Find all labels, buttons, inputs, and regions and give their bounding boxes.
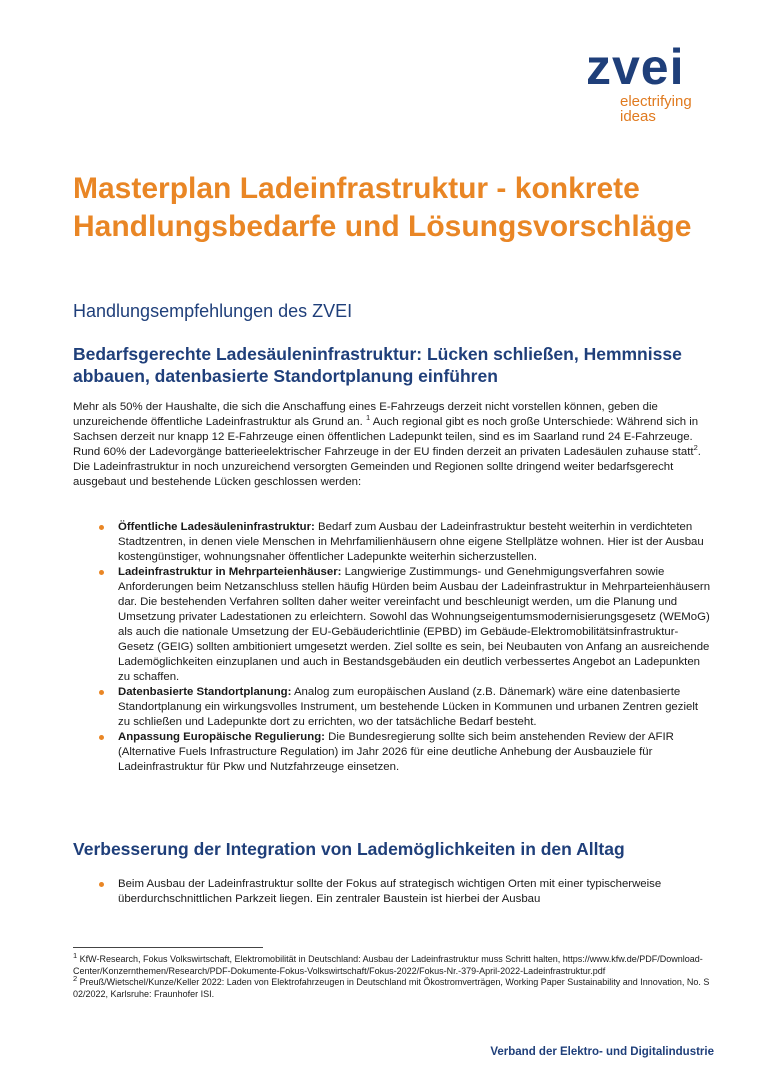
- logo-wordmark: zvei: [586, 39, 685, 95]
- bullet-dot: [99, 690, 104, 695]
- bullet-dot: [99, 525, 104, 530]
- intro-text-1: Mehr als 50% der Haushalte, die sich die Anschaffung eines E-Fahrzeugs derzeit nicht vorstellen können, geben die unzureichende öffentliche Ladeinfrastruktur als Grund an.: [73, 401, 658, 428]
- page-footer: Verband der Elektro- und Digitalindustrie: [490, 1046, 714, 1058]
- footnote-divider: [73, 947, 263, 948]
- intro-text-4: Die Ladeinfrastruktur in noch unzureichend versorgten Gemeinden und Regionen sollte dringend weiter bedarfsgerecht ausgebaut und bestehende Lücken geschlossen werden:: [73, 461, 674, 488]
- list-item: [73, 565, 713, 685]
- section-1-bullet-list: [73, 520, 713, 775]
- bullet-text: Bedarf zum Ausbau der Ladeinfrastruktur besteht weiterhin in verdichteten Stadtzentren, in denen viele Menschen in Mehrfamilienhäusern ohne eigene Stellplätze wohnen. Hier ist der Ausbau kostengünstiger, wohnungsnaher öffentlicher Ladepunkte weiterhin sicherzustellen.: [118, 521, 704, 563]
- list-item: [73, 520, 713, 565]
- section-1-heading: Bedarfsgerechte Ladesäuleninfrastruktur: Lücken schließen, Hemmnisse abbauen, datenbasierte Standortplanung einführen: [73, 344, 682, 386]
- footnote-number: 1: [73, 951, 78, 960]
- bullet-label: Anpassung Europäische Regulierung:: [118, 731, 325, 743]
- bullet-label: Datenbasierte Standortplanung:: [118, 686, 292, 698]
- footnote-ref-1[interactable]: 1: [365, 413, 371, 423]
- section-1-intro: [73, 400, 713, 490]
- footnote-number: 2: [73, 974, 78, 983]
- list-item: [73, 730, 713, 775]
- bullet-dot: [99, 735, 104, 740]
- bullet-text: Langwierige Zustimmungs- und Genehmigungsverfahren sowie Anforderungen beim Netzanschluss stellen häufig Hürden beim Ausbau der Ladeinfrastruktur in Mehrparteienhäusern dar. Die bestehenden Verfahren sollten daher weiter vereinfacht und beschleunigt werden, um die Planung und Umsetzung privater Ladestationen zu erleichtern. Sowohl das Wohnungseigentumsmodernisierungsgesetz (WEMoG) als auch die nationale Umsetzung der EU-Gebäuderichtlinie (EPBD) im Gebäude-Elektromobilitätsinfrastruktur-Gesetz (GEIG) sollten ambitioniert umgesetzt werden. Ziel sollte es sein, bei Neubauten von Anfang an ausreichende Lademöglichkeiten einzuplanen und auch in Bestandsgebäuden ein deutlich verbessertes Angebot an Ladepunkten zu schaffen.: [118, 566, 711, 683]
- bullet-dot: [99, 882, 104, 887]
- list-item: [73, 877, 713, 907]
- section-2-heading: Verbesserung der Integration von Lademöglichkeiten in den Alltag: [73, 839, 625, 859]
- logo-tagline-line-2: ideas: [620, 108, 656, 125]
- bullet-text: Die Bundesregierung sollte sich beim anstehenden Review der AFIR (Alternative Fuels Infrastructure Regulation) im Jahr 2026 für eine deutliche Anhebung der Ausbauziele für Ladeinfrastruktur für Pkw und Nutzfahrzeuge einsetzen.: [118, 731, 674, 773]
- logo-tagline-line-1: electrifying: [620, 93, 692, 110]
- bullet-text: Analog zum europäischen Ausland (z.B. Dänemark) wäre eine datenbasierte Standortplanung ein wirkungsvolles Instrument, um bestehende Lücken in Kommunen und urbanen Zentren gezielt zu schließen und Ladepunkte dort zu errichten, wo der tatsächliche Bedarf besteht.: [118, 686, 699, 728]
- footnote-2: [73, 974, 713, 1000]
- bullet-text: Beim Ausbau der Ladeinfrastruktur sollte der Fokus auf strategisch wichtigen Orten mit einer typischerweise überdurchschnittlichen Parkzeit liegen. Ein zentraler Baustein ist hierbei der Ausbau: [118, 878, 662, 905]
- intro-text-3: .: [697, 446, 701, 458]
- footnote-text[interactable]: KfW-Research, Fokus Volkswirtschaft, Elektromobilität in Deutschland: Ausbau der Ladeinfrastruktur muss Schritt halten, https://www.kfw.de/PDF/Download-Center/Konzernthemen/Research/PDF-Dokumente-Fokus-Volkswirtschaft/Fokus-2022/Fokus-Nr.-379-April-2022-Ladeinfrastruktur.pdf: [73, 954, 703, 976]
- document-title: Masterplan Ladeinfrastruktur - konkrete Handlungsbedarfe und Lösungsvorschläge: [73, 172, 692, 243]
- bullet-label: Öffentliche Ladesäuleninfrastruktur:: [118, 521, 315, 533]
- footnotes: [73, 951, 713, 1000]
- list-item: [73, 685, 713, 730]
- footnote-1: [73, 951, 713, 977]
- footnote-ref-2[interactable]: 2: [693, 443, 698, 453]
- bullet-dot: [99, 570, 104, 575]
- document-subtitle: Handlungsempfehlungen des ZVEI: [73, 301, 353, 321]
- section-2-bullet-list: [73, 877, 713, 907]
- intro-text-2: Auch regional gibt es noch große Unterschiede: Während sich in Sachsen derzeit nur knapp 12 E-Fahrzeuge einen öffentlichen Ladepunkt teilen, sind es im Saarland rund 24 E-Fahrzeuge. Rund 60% der Ladevorgänge batterieelektrischer Fahrzeuge in der EU finden derzeit an privaten Ladesäulen zuhause statt: [73, 416, 699, 458]
- footnote-text: Preuß/Wietschel/Kunze/Keller 2022: Laden von Elektrofahrzeugen in Deutschland mit Ökostromverträgen, Working Paper Sustainability and Innovation, No. S 02/2022, Karlsruhe: Fraunhofer ISI.: [73, 977, 710, 999]
- logo-tagline: [620, 94, 692, 124]
- bullet-label: Ladeinfrastruktur in Mehrparteienhäuser:: [118, 566, 342, 578]
